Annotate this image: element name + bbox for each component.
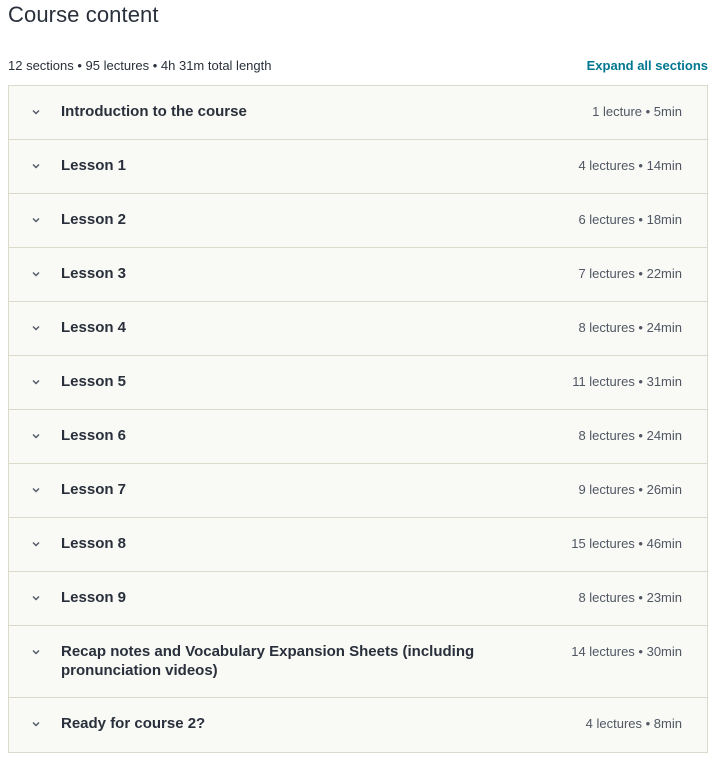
chevron-down-icon (30, 646, 42, 658)
section-title: Introduction to the course (61, 103, 247, 120)
section-row[interactable] (9, 356, 707, 410)
chevron-down-icon (30, 538, 42, 550)
section-title: Lesson 6 (61, 427, 127, 444)
section-row[interactable] (9, 518, 707, 572)
course-summary: 12 sections • 95 lectures • 4h 31m total length (8, 57, 272, 73)
section-row[interactable] (9, 410, 707, 464)
chevron-down-icon (30, 592, 42, 604)
section-meta: 7 lectures • 22min (578, 266, 682, 281)
section-row[interactable] (9, 464, 707, 518)
section-title: Lesson 1 (61, 157, 127, 174)
chevron-down-icon (30, 160, 42, 172)
chevron-down-icon (30, 214, 42, 226)
section-title: Lesson 5 (61, 373, 127, 390)
section-meta: 8 lectures • 24min (578, 320, 682, 335)
section-meta: 6 lectures • 18min (578, 212, 682, 227)
section-title: Lesson 9 (61, 589, 127, 606)
chevron-down-icon (30, 376, 42, 388)
section-row[interactable] (9, 248, 707, 302)
section-title: Recap notes and Vocabulary Expansion Sheets (including pronunciation videos) (61, 643, 475, 679)
section-row[interactable] (9, 626, 707, 698)
section-meta: 1 lecture • 5min (592, 104, 682, 119)
chevron-down-icon (30, 430, 42, 442)
chevron-down-icon (30, 106, 42, 118)
section-row[interactable] (9, 86, 707, 140)
section-list (8, 85, 708, 753)
chevron-down-icon (30, 484, 42, 496)
page-title: Course content (8, 2, 159, 27)
chevron-down-icon (30, 322, 42, 334)
section-title: Lesson 8 (61, 535, 127, 552)
section-row[interactable] (9, 698, 707, 752)
section-title: Lesson 4 (61, 319, 127, 336)
section-row[interactable] (9, 140, 707, 194)
section-meta: 8 lectures • 23min (578, 590, 682, 605)
section-title: Ready for course 2? (61, 715, 206, 732)
section-title: Lesson 3 (61, 265, 127, 282)
section-title: Lesson 2 (61, 211, 127, 228)
section-row[interactable] (9, 194, 707, 248)
chevron-down-icon (30, 268, 42, 280)
section-meta: 15 lectures • 46min (571, 536, 682, 551)
section-meta: 14 lectures • 30min (571, 644, 682, 659)
section-meta: 4 lectures • 14min (578, 158, 682, 173)
course-summary-bar (8, 56, 708, 74)
section-meta: 9 lectures • 26min (578, 482, 682, 497)
section-meta: 8 lectures • 24min (578, 428, 682, 443)
section-meta: 4 lectures • 8min (585, 716, 682, 731)
section-row[interactable] (9, 572, 707, 626)
expand-all-sections-link[interactable]: Expand all sections (586, 57, 708, 73)
section-title: Lesson 7 (61, 481, 127, 498)
chevron-down-icon (30, 718, 42, 730)
section-meta: 11 lectures • 31min (572, 374, 682, 389)
section-row[interactable] (9, 302, 707, 356)
